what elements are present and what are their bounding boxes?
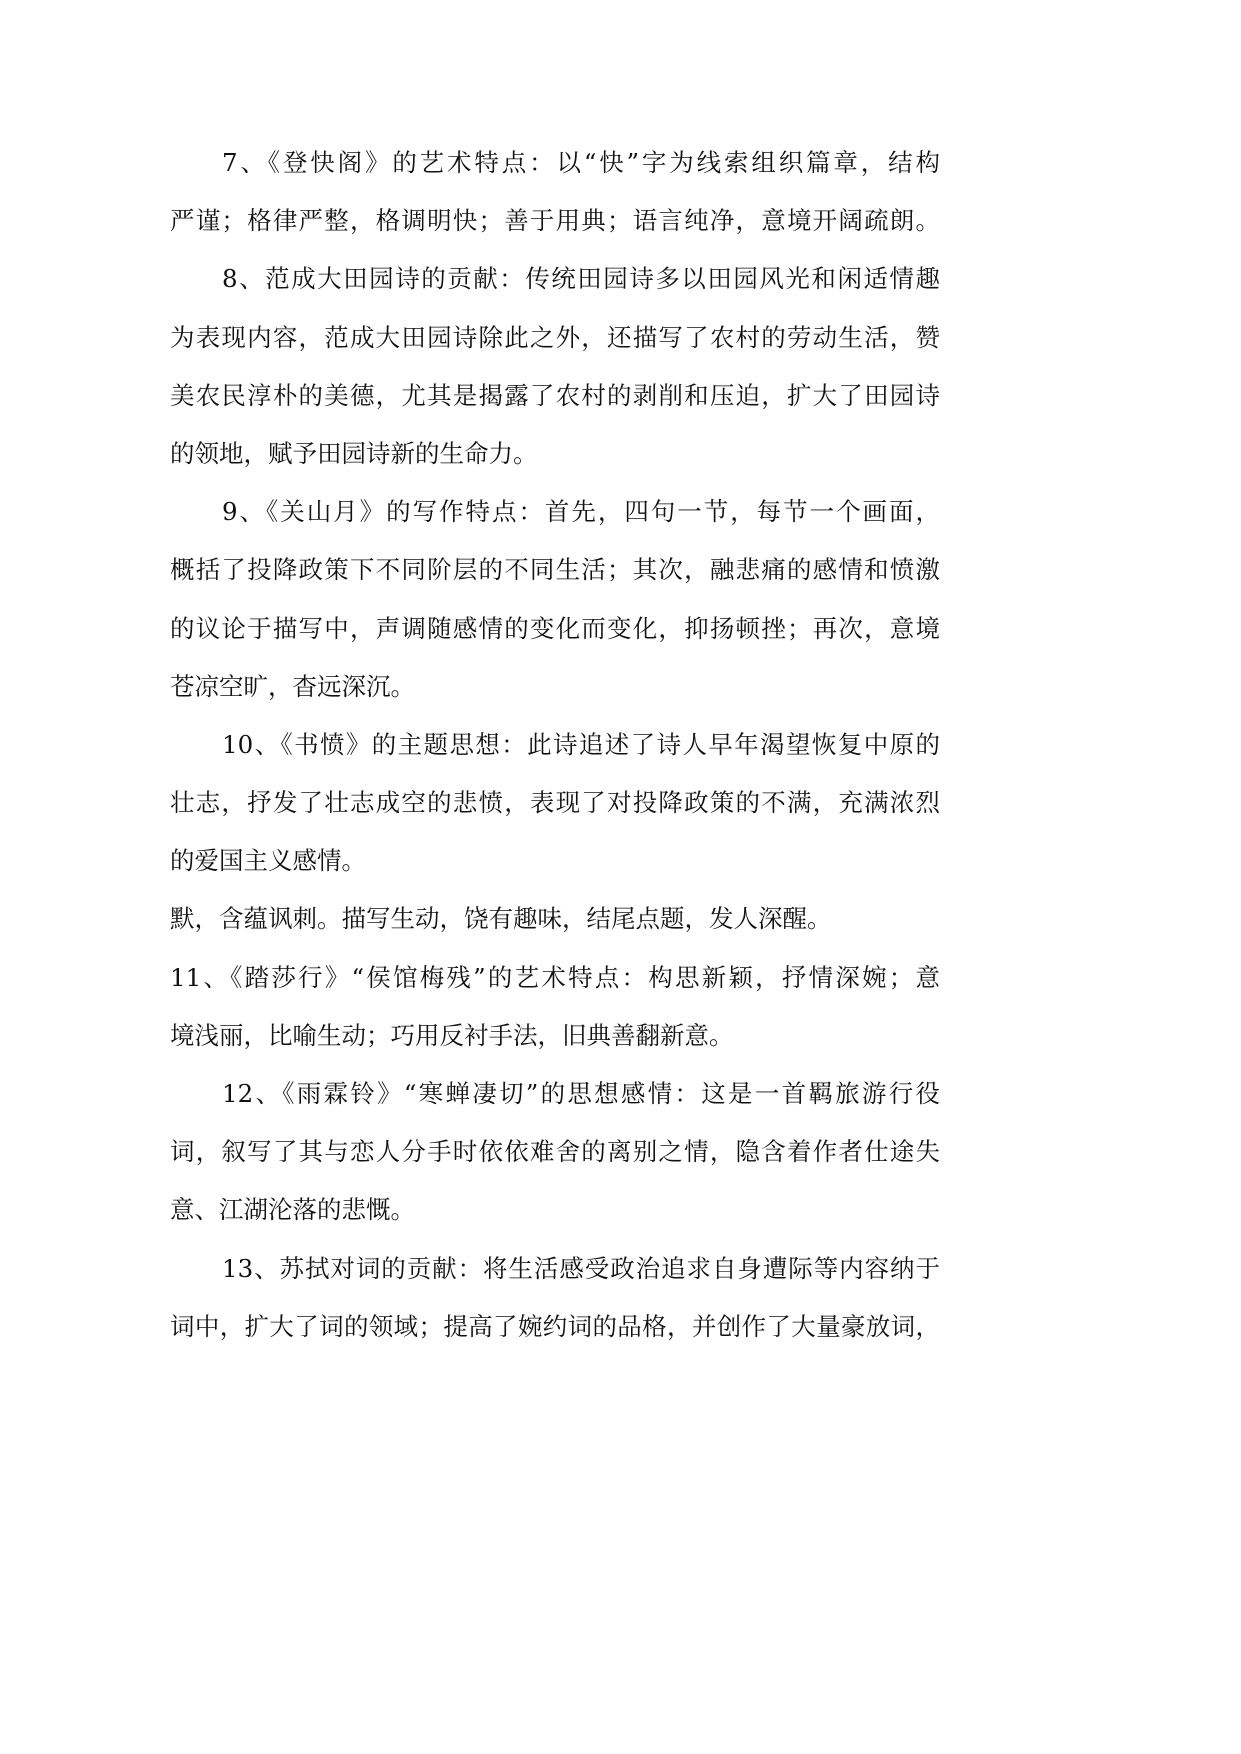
text-line: 意、江湖沦落的悲慨。	[170, 1195, 415, 1225]
text-line: 的议论于描写中，声调随感情的变化而变化，抑扬顿挫；再次，意境	[170, 613, 940, 643]
text-line: 美农民淳朴的美德，尤其是揭露了农村的剥削和压迫，扩大了田园诗	[170, 380, 940, 410]
paragraph-13	[170, 1240, 940, 1356]
paragraph-9	[170, 483, 940, 716]
text-line: 壮志，抒发了壮志成空的悲愤，表现了对投降政策的不满，充满浓烈	[170, 788, 940, 818]
text-line: 为表现内容，范成大田园诗除此之外，还描写了农村的劳动生活，赞	[170, 322, 940, 352]
text-line: 的爱国主义感情。	[170, 846, 366, 876]
text-line: 默，含蕴讽刺。描写生动，饶有趣味，结尾点题，发人深醒。	[170, 904, 832, 934]
text-line: 9、《关山月》的写作特点：首先，四句一节，每节一个画面，	[222, 497, 940, 527]
paragraph-7	[170, 134, 940, 250]
paragraph-10	[170, 716, 940, 891]
text-line: 概括了投降政策下不同阶层的不同生活；其次，融悲痛的感情和愤激	[170, 555, 940, 585]
paragraph-11	[170, 949, 940, 1065]
text-line: 严谨；格律严整，格调明快；善于用典；语言纯净，意境开阔疏朗。	[170, 206, 940, 236]
text-line: 词，叙写了其与恋人分手时依依难舍的离别之情，隐含着作者仕途失	[170, 1137, 940, 1167]
text-line: 10、《书愤》的主题思想：此诗追述了诗人早年渴望恢复中原的	[222, 729, 940, 759]
paragraph-8	[170, 250, 940, 483]
paragraph-12	[170, 1065, 940, 1240]
paragraph-fragment	[170, 890, 940, 948]
text-line: 11、《踏莎行》“侯馆梅残”的艺术特点：构思新颖，抒情深婉；意	[170, 962, 940, 992]
document-page	[170, 134, 940, 1356]
text-line: 词中，扩大了词的领域；提高了婉约词的品格，并创作了大量豪放词，	[170, 1311, 940, 1341]
text-line: 13、苏拭对词的贡献：将生活感受政治追求自身遭际等内容纳于	[222, 1253, 940, 1283]
text-line: 12、《雨霖铃》“寒蝉凄切”的思想感情：这是一首羁旅游行役	[222, 1079, 940, 1108]
text-line: 8、范成大田园诗的贡献：传统田园诗多以田园风光和闲适情趣	[222, 264, 940, 294]
text-line: 境浅丽，比喻生动；巧用反衬手法，旧典善翻新意。	[170, 1020, 734, 1050]
text-line: 的领地，赋予田园诗新的生命力。	[170, 438, 538, 468]
text-line: 苍凉空旷，杳远深沉。	[170, 671, 415, 701]
text-line: 7、《登快阁》的艺术特点：以“快”字为线索组织篇章，结构	[222, 148, 940, 177]
